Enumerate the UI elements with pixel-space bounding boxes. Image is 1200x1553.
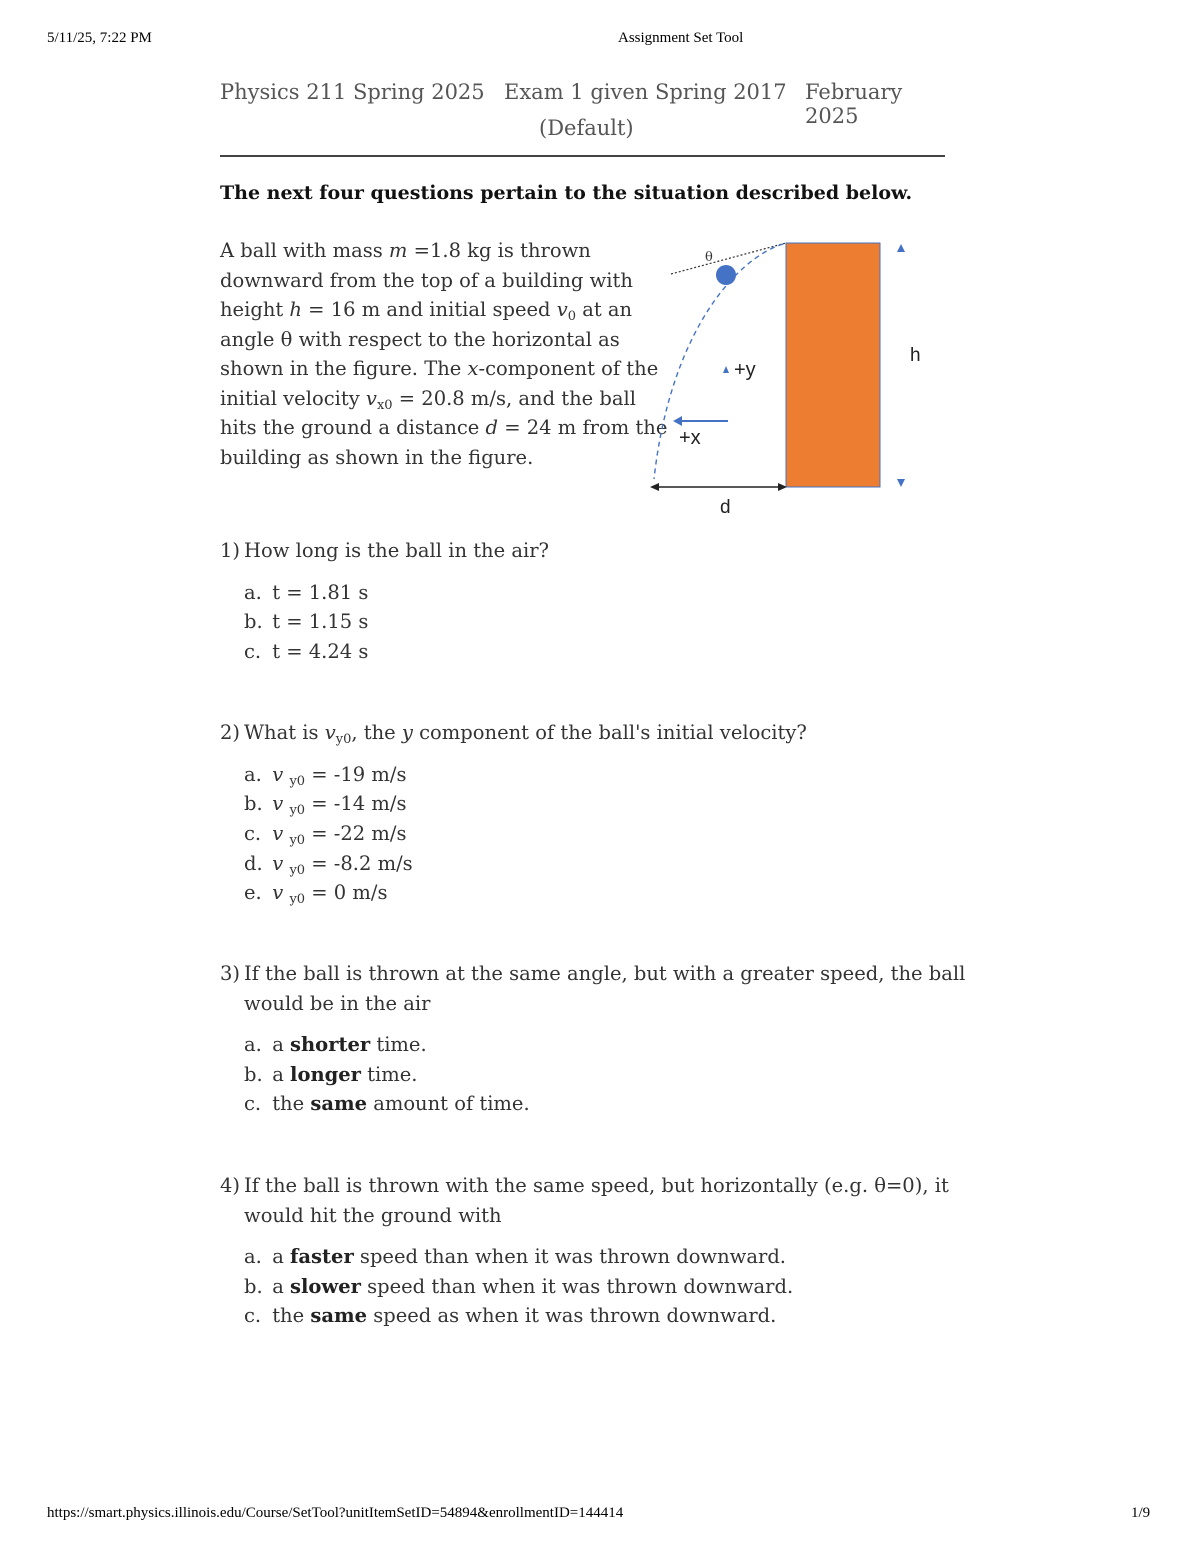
choice-option[interactable]: a. a faster speed than when it was thrown downward. [244, 1245, 787, 1268]
question-text-line-1: If the ball is thrown with the same speed, but horizontally (e.g. θ=0), it [244, 1174, 949, 1197]
choice-option[interactable]: c. t = 4.24 s [244, 639, 369, 663]
plus-y-label: +y [734, 359, 756, 381]
projectile-figure [640, 234, 930, 524]
choice-option[interactable]: a. v $_{y0}$ = -19 m/s [244, 762, 407, 789]
exam-date: February 2025 [805, 80, 903, 128]
building [786, 243, 880, 487]
choice-list [244, 578, 940, 667]
question-1 [220, 536, 940, 667]
question-3 [220, 959, 966, 1119]
choice-list [244, 760, 940, 908]
h-arrow-bottom [897, 479, 905, 487]
choice-list [244, 1030, 940, 1119]
theta-label: θ [705, 250, 713, 265]
h-arrow-top [897, 244, 905, 252]
question-number: 2) [220, 721, 241, 744]
page-count: 1/9 [1131, 1505, 1151, 1521]
question-stem [220, 1171, 949, 1230]
question-number: 4) [220, 1174, 241, 1197]
question-text-line-2: would hit the ground with [244, 1203, 502, 1227]
question-text-line-1: If the ball is thrown at the same angle, but with a greater speed, the ball [244, 962, 966, 985]
question-stem [220, 959, 966, 1018]
header-divider [220, 155, 945, 157]
choice-option[interactable]: b. a longer time. [244, 1062, 418, 1086]
choice-option[interactable]: d. v $_{y0}$ = -8.2 m/s [244, 851, 413, 878]
d-label: d [720, 497, 731, 518]
course-title: Physics 211 Spring 2025 [220, 80, 485, 104]
question-number: 1) [220, 539, 241, 562]
situation-paragraph: A ball with mass m =1.8 kg is thrown downward from the top of a building with height h = 16 m and initial speed $v_0$ at an angle θ with respect to the horizontal as shown in the figure. The x-component of the initial velocity $v_{x0} = 20.8$ m/s, and the ball hits the ground a distance d = 24 m from the building as shown in the figure. [220, 239, 668, 469]
h-label: h [910, 345, 921, 366]
page-url: https://smart.physics.illinois.edu/Course/SetTool?unitItemSetID=54894&enrollmentID=144414 [47, 1505, 624, 1521]
choice-option[interactable]: e. v $_{y0}$ = 0 m/s [244, 881, 388, 908]
ball [716, 265, 736, 285]
question-4 [220, 1171, 949, 1331]
question-text: How long is the ball in the air? [244, 539, 549, 562]
choice-option[interactable]: b. a slower speed than when it was thrown downward. [244, 1274, 794, 1298]
plus-x-label: +x [679, 427, 701, 449]
print-page-title: Assignment Set Tool [618, 30, 744, 46]
exam-variant: (Default) [539, 116, 634, 140]
choice-option[interactable]: b. v $_{y0}$ = -14 m/s [244, 792, 407, 819]
intro-heading: The next four questions pertain to the situation described below. [220, 182, 913, 204]
choice-option[interactable]: c. v $_{y0}$ = -22 m/s [244, 821, 407, 848]
figure-svg [640, 234, 930, 524]
question-stem [220, 718, 940, 748]
choice-option[interactable]: b. t = 1.15 s [244, 610, 369, 634]
question-text-line-2: would be in the air [244, 991, 431, 1015]
question-2 [220, 718, 940, 908]
print-datetime: 5/11/25, 7:22 PM [47, 30, 152, 46]
plus-x-arrowhead [673, 416, 682, 426]
question-number: 3) [220, 962, 241, 985]
exam-title: Exam 1 given Spring 2017 [504, 80, 787, 104]
choice-option[interactable]: c. the same speed as when it was thrown downward. [244, 1304, 777, 1328]
choice-list [244, 1242, 940, 1331]
choice-option[interactable]: a. a shorter time. [244, 1033, 427, 1056]
question-stem [220, 536, 940, 566]
plus-y-arrowhead [723, 366, 729, 373]
question-text: What is $v_{y0}$, the y component of the ball's initial velocity? [244, 721, 807, 747]
d-arrow-left [650, 483, 659, 491]
choice-option[interactable]: a. t = 1.81 s [244, 580, 369, 604]
choice-option[interactable]: c. the same amount of time. [244, 1092, 530, 1116]
